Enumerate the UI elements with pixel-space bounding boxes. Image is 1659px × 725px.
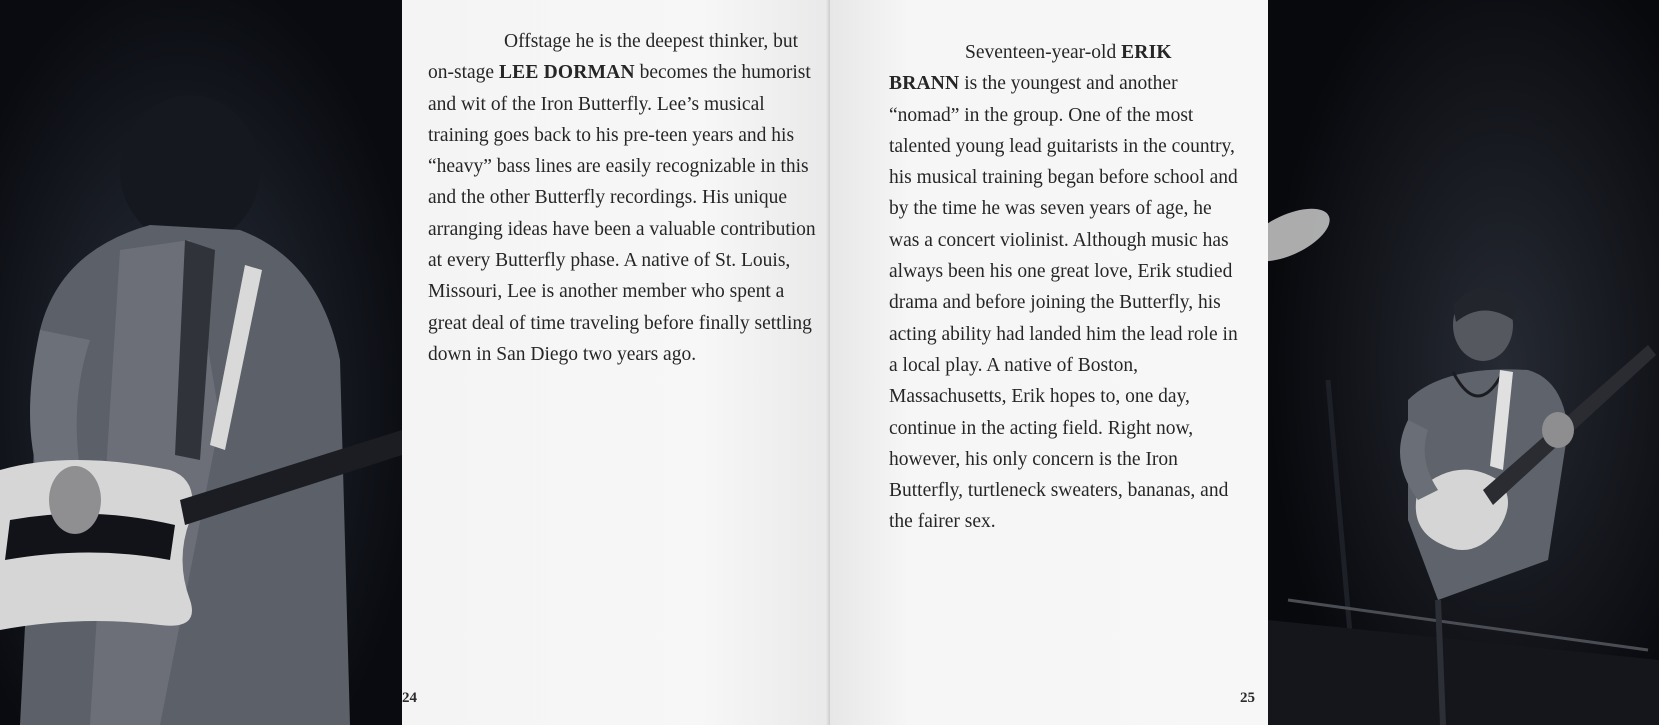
member-name-erik-brann: ERIK BRANN (889, 42, 1172, 95)
bassist-photo (0, 0, 402, 725)
bio-lead-text: Seventeen-year-old (965, 42, 1122, 63)
guitarist-photo (1268, 0, 1659, 725)
page-25 (830, 0, 1268, 725)
bio-body-text: is the youngest and another “nomad” in the group. One of the most talented young lead guitarists in the country, his musical training began before school and by the time he was seven years of age, he was a concert violinist. Although music has always been his one great love, Erik studied drama and before joining the Butterfly, his acting ability had landed him the lead role in a local play. A native of Boston, Massachusetts, Erik hopes to, one day, continue in the acting field. Right now, however, his only concern is the Iron Butterfly, turtleneck sweaters, bananas, and the fairer sex. (889, 73, 1238, 533)
lee-dorman-bio (428, 26, 820, 370)
member-name-lee-dorman: LEE DORMAN (498, 62, 635, 84)
page-number-left: 24 (402, 690, 417, 706)
page-number-right: 25 (1240, 690, 1255, 706)
bio-lead-text: Offstage he is the deepest thinker, but on-stage (428, 31, 798, 84)
page-24 (402, 0, 830, 725)
bio-body-text: becomes the humorist and wit of the Iron Butterfly. Lee’s musical training goes back to his pre-teen years and his “heavy” bass lines are easily recognizable in this and the other Butterfly recordings. His unique arranging ideas have been a valuable contribution at every Butterfly phase. A native of St. Louis, Missouri, Lee is another member who spent a great deal of time traveling before finally settling down in San Diego two years ago. (428, 62, 816, 365)
erik-brann-bio (889, 37, 1244, 538)
